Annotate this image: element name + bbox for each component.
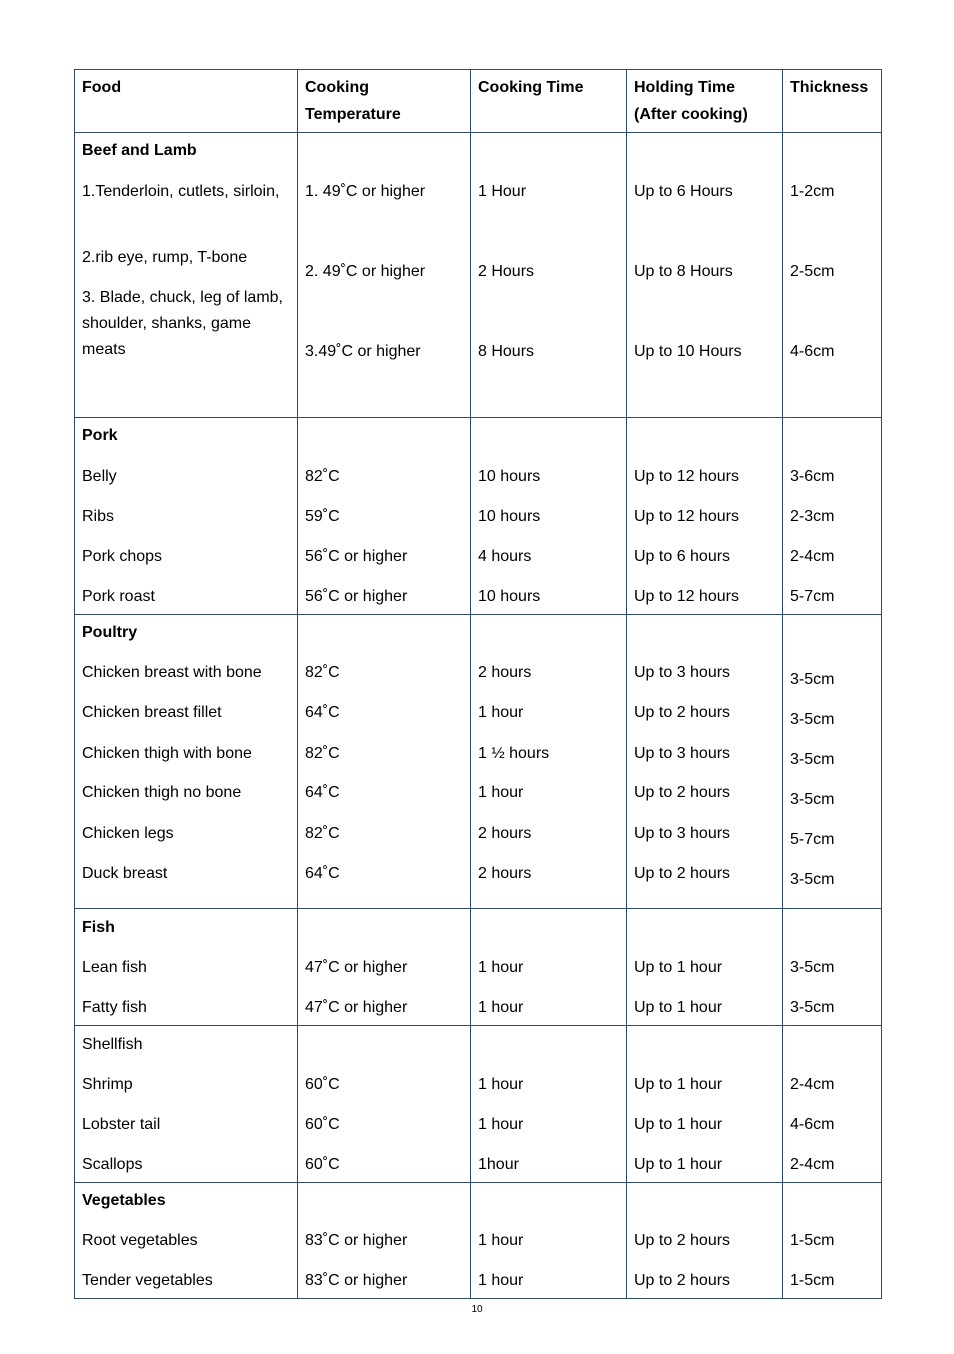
food-cell: Chicken thigh with bone [82, 745, 252, 762]
food-cell: Tender vegetables [82, 1272, 213, 1289]
holding-time-cell: Up to 3 hours [634, 745, 731, 762]
header-holding-line1: Holding Time [634, 79, 736, 96]
thickness-cell: 2-4cm [790, 1156, 835, 1173]
holding-time-cell: Up to 2 hours [634, 1272, 731, 1289]
food-cell: Pork roast [82, 588, 155, 605]
section-title-vegetables: Vegetables [82, 1192, 166, 1209]
thickness-cell: 5-7cm [790, 588, 835, 605]
temperature-cell: 83˚C or higher [305, 1272, 408, 1289]
row-divider [75, 132, 881, 133]
thickness-cell: 5-7cm [790, 831, 835, 848]
cooking-time-cell: 1 hour [478, 959, 524, 976]
header-food: Food [82, 79, 122, 96]
holding-time-cell: Up to 12 hours [634, 508, 739, 525]
cooking-table [74, 69, 882, 1299]
food-cell: Chicken legs [82, 825, 174, 842]
temperature-cell: 60˚C [305, 1076, 340, 1093]
thickness-cell: 2-4cm [790, 1076, 835, 1093]
page-number: 10 [471, 1304, 483, 1315]
food-cell: Duck breast [82, 865, 168, 882]
holding-time-cell: Up to 1 hour [634, 1076, 723, 1093]
holding-time-cell: Up to 6 Hours [634, 183, 733, 200]
cooking-time-cell: 2 hours [478, 865, 532, 882]
temperature-cell: 1. 49˚C or higher [305, 183, 426, 200]
holding-time-cell: Up to 1 hour [634, 1116, 723, 1133]
temperature-cell: 2. 49˚C or higher [305, 263, 426, 280]
food-cell: 1.Tenderloin, cutlets, sirloin, [82, 183, 280, 200]
thickness-cell: 3-5cm [790, 999, 835, 1016]
section-title-pork: Pork [82, 427, 118, 444]
holding-time-cell: Up to 6 hours [634, 548, 731, 565]
cooking-time-cell: 1 hour [478, 1116, 524, 1133]
temperature-cell: 56˚C or higher [305, 548, 408, 565]
row-divider [75, 1025, 881, 1026]
thickness-cell: 4-6cm [790, 343, 835, 360]
thickness-cell: 3-6cm [790, 468, 835, 485]
section-title-beef-lamb: Beef and Lamb [82, 142, 197, 159]
holding-time-cell: Up to 8 Hours [634, 263, 733, 280]
temperature-cell: 64˚C [305, 784, 340, 801]
temperature-cell: 82˚C [305, 745, 340, 762]
holding-time-cell: Up to 1 hour [634, 999, 723, 1016]
cooking-time-cell: 1 hour [478, 999, 524, 1016]
thickness-cell: 3-5cm [790, 671, 835, 688]
cooking-time-cell: 2 hours [478, 825, 532, 842]
thickness-cell: 2-4cm [790, 548, 835, 565]
thickness-cell: 4-6cm [790, 1116, 835, 1133]
holding-time-cell: Up to 12 hours [634, 588, 739, 605]
food-cell: Fatty fish [82, 999, 147, 1016]
holding-time-cell: Up to 2 hours [634, 865, 731, 882]
header-holding-line2: (After cooking) [634, 106, 748, 123]
row-divider [75, 417, 881, 418]
food-cell: Ribs [82, 508, 115, 525]
food-cell: Chicken breast fillet [82, 704, 222, 721]
temperature-cell: 47˚C or higher [305, 999, 408, 1016]
cooking-time-cell: 1 Hour [478, 183, 527, 200]
thickness-cell: 3-5cm [790, 871, 835, 888]
food-cell: Lobster tail [82, 1116, 161, 1133]
temperature-cell: 3.49˚C or higher [305, 343, 421, 360]
food-cell: Pork chops [82, 548, 163, 565]
food-cell: Chicken thigh no bone [82, 784, 242, 801]
cooking-time-cell: 1 hour [478, 1076, 524, 1093]
cooking-time-cell: 1 ½ hours [478, 745, 550, 762]
thickness-cell: 2-3cm [790, 508, 835, 525]
food-cell: Root vegetables [82, 1232, 198, 1249]
holding-time-cell: Up to 1 hour [634, 1156, 723, 1173]
cooking-time-cell: 10 hours [478, 508, 541, 525]
cooking-time-cell: 4 hours [478, 548, 532, 565]
cooking-time-cell: 1hour [478, 1156, 519, 1173]
thickness-cell: 1-2cm [790, 183, 835, 200]
header-thickness: Thickness [790, 79, 869, 96]
holding-time-cell: Up to 12 hours [634, 468, 739, 485]
holding-time-cell: Up to 10 Hours [634, 343, 742, 360]
cooking-time-cell: 1 hour [478, 1272, 524, 1289]
header-temperature-line1: Cooking [305, 79, 369, 96]
food-cell: Belly [82, 468, 117, 485]
section-title-fish: Fish [82, 919, 115, 936]
cooking-time-cell: 2 Hours [478, 263, 535, 280]
food-cell: Scallops [82, 1156, 143, 1173]
temperature-cell: 64˚C [305, 865, 340, 882]
column-divider [782, 70, 783, 1298]
cooking-time-cell: 1 hour [478, 704, 524, 721]
section-title-shellfish: Shellfish [82, 1036, 143, 1053]
temperature-cell: 64˚C [305, 704, 340, 721]
temperature-cell: 82˚C [305, 664, 340, 681]
thickness-cell: 3-5cm [790, 791, 835, 808]
header-temperature-line2: Temperature [305, 106, 401, 123]
temperature-cell: 82˚C [305, 468, 340, 485]
temperature-cell: 60˚C [305, 1156, 340, 1173]
temperature-cell: 47˚C or higher [305, 959, 408, 976]
holding-time-cell: Up to 3 hours [634, 825, 731, 842]
row-divider [75, 614, 881, 615]
cooking-time-cell: 8 Hours [478, 343, 535, 360]
holding-time-cell: Up to 1 hour [634, 959, 723, 976]
thickness-cell: 3-5cm [790, 751, 835, 768]
thickness-cell: 3-5cm [790, 959, 835, 976]
row-divider [75, 908, 881, 909]
temperature-cell: 83˚C or higher [305, 1232, 408, 1249]
cooking-time-cell: 10 hours [478, 588, 541, 605]
cooking-time-cell: 1 hour [478, 1232, 524, 1249]
cooking-time-cell: 2 hours [478, 664, 532, 681]
row-divider [75, 1182, 881, 1183]
holding-time-cell: Up to 2 hours [634, 1232, 731, 1249]
thickness-cell: 1-5cm [790, 1232, 835, 1249]
column-divider [297, 70, 298, 1298]
food-cell: Lean fish [82, 959, 147, 976]
food-cell: 2.rib eye, rump, T-bone [82, 249, 248, 266]
cooking-time-cell: 10 hours [478, 468, 541, 485]
column-divider [470, 70, 471, 1298]
food-cell: 3. Blade, chuck, leg of lamb, shoulder, shanks, game meats [82, 289, 283, 358]
header-cooking-time: Cooking Time [478, 79, 584, 96]
column-divider [626, 70, 627, 1298]
holding-time-cell: Up to 2 hours [634, 784, 731, 801]
temperature-cell: 60˚C [305, 1116, 340, 1133]
thickness-cell: 3-5cm [790, 711, 835, 728]
temperature-cell: 59˚C [305, 508, 340, 525]
temperature-cell: 82˚C [305, 825, 340, 842]
holding-time-cell: Up to 2 hours [634, 704, 731, 721]
food-cell: Chicken breast with bone [82, 664, 262, 681]
food-cell: Shrimp [82, 1076, 133, 1093]
thickness-cell: 1-5cm [790, 1272, 835, 1289]
cooking-time-cell: 1 hour [478, 784, 524, 801]
thickness-cell: 2-5cm [790, 263, 835, 280]
section-title-poultry: Poultry [82, 624, 138, 641]
holding-time-cell: Up to 3 hours [634, 664, 731, 681]
temperature-cell: 56˚C or higher [305, 588, 408, 605]
